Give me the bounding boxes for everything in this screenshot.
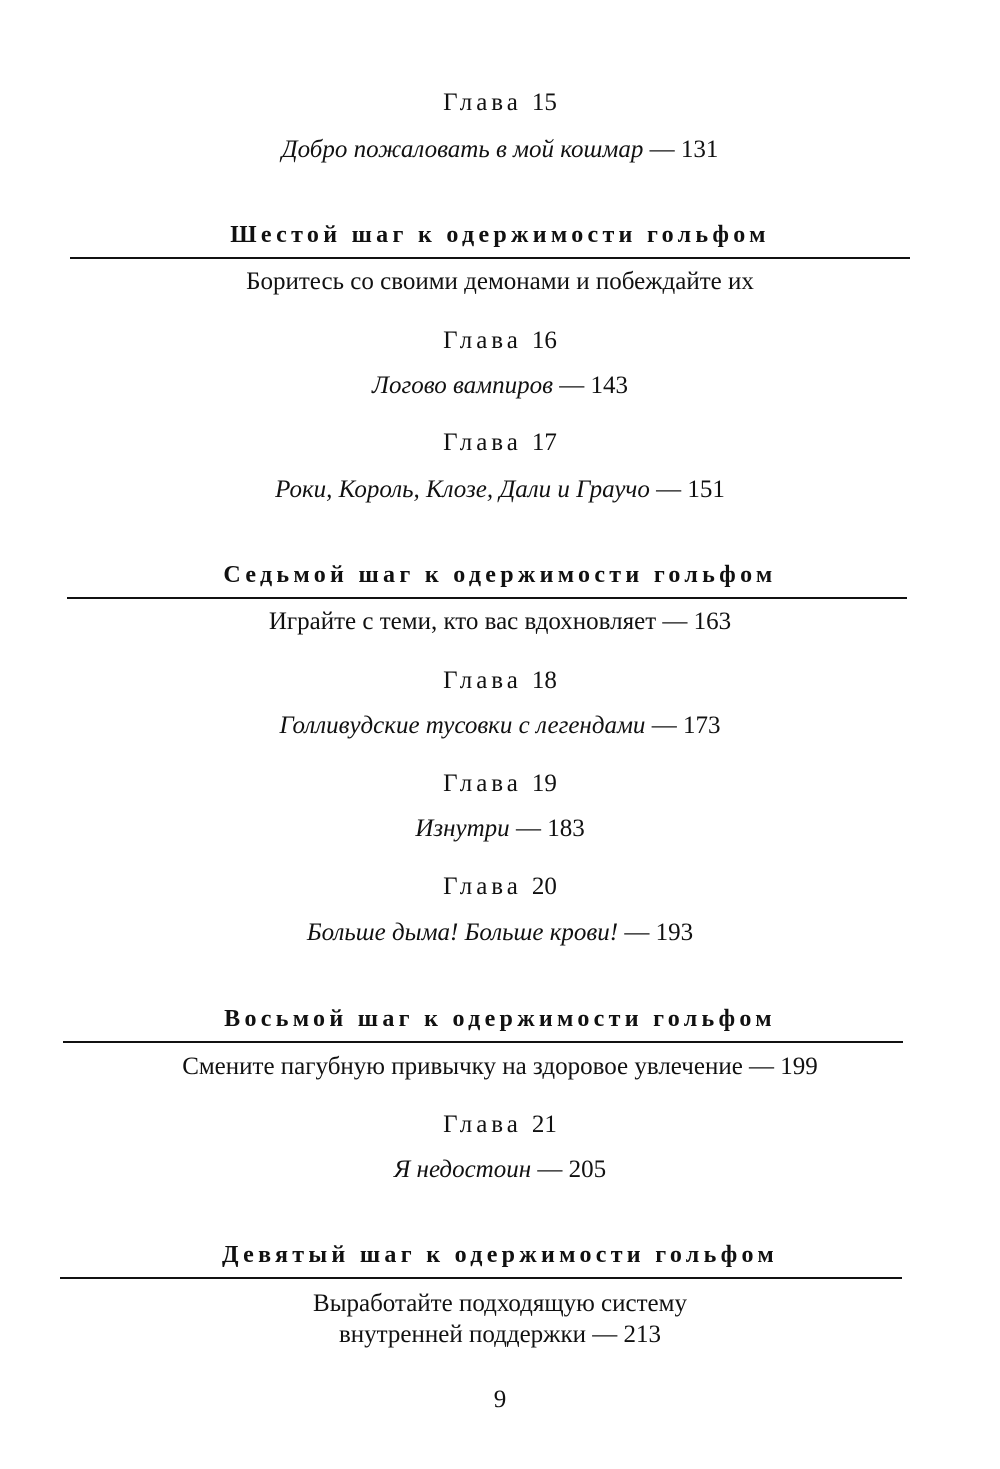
chapter-label: Глава [443, 770, 522, 797]
chapter-title-text: Добро пожаловать в мой кошмар [281, 136, 644, 163]
dash: — [643, 136, 681, 163]
page-number: 9 [493, 1386, 507, 1413]
dash: — [649, 476, 688, 503]
chapter-title-17 [0, 474, 1000, 506]
chapter-title-15 [0, 134, 1000, 166]
step-heading-8: Восьмой шаг к одержимости гольфом [224, 1006, 776, 1032]
step-subtitle-8: Смените пагубную привычку на здоровое увлечение — 199 [182, 1053, 818, 1080]
step-heading-6: Шестой шаг к одержимости гольфом [230, 222, 770, 248]
page-ref: 183 [547, 815, 585, 842]
page-ref: 173 [682, 712, 721, 739]
dash: — [618, 919, 656, 946]
step-heading-7: Седьмой шаг к одержимости гольфом [223, 562, 777, 588]
chapter-number: 19 [531, 770, 557, 797]
chapter-heading-16 [0, 325, 1000, 357]
chapter-title-text: Голливудские тусовки с легендами [279, 712, 646, 739]
chapter-label: Глава [443, 873, 522, 900]
step-subtitle-6: Боритесь со своими демонами и побеждайте их [246, 268, 754, 295]
chapter-number: 20 [531, 873, 557, 900]
page-ref: 151 [687, 476, 725, 503]
chapter-heading-18 [0, 665, 1000, 697]
chapter-number: 15 [531, 89, 557, 116]
chapter-number: 17 [531, 429, 557, 456]
chapter-title-text: Логово вампиров [372, 372, 553, 399]
chapter-heading-15 [0, 87, 1000, 119]
chapter-heading-20 [0, 871, 1000, 903]
chapter-title-text: Больше дыма! Больше крови! [306, 919, 619, 946]
page-ref: 193 [655, 919, 694, 946]
chapter-label: Глава [443, 1111, 522, 1138]
chapter-title-21 [0, 1154, 1000, 1186]
dash: — [645, 712, 683, 739]
page-ref: 143 [590, 372, 628, 399]
step-subtitle-9-line2: внутренней поддержки — 213 [339, 1321, 661, 1348]
chapter-heading-17 [0, 427, 1000, 459]
dash: — [552, 372, 591, 399]
chapter-title-text: Роки, Король, Клозе, Дали и Граучо [275, 476, 650, 503]
chapter-number: 16 [531, 327, 557, 354]
dash: — [509, 815, 548, 842]
chapter-title-text: Я недостоин [393, 1156, 532, 1183]
chapter-heading-21 [0, 1109, 1000, 1141]
section-divider [70, 257, 910, 259]
chapter-title-19 [0, 813, 1000, 845]
chapter-number: 18 [531, 667, 557, 694]
chapter-title-16 [0, 370, 1000, 402]
chapter-label: Глава [443, 327, 522, 354]
section-divider [60, 1277, 902, 1279]
chapter-number: 21 [531, 1111, 557, 1138]
chapter-label: Глава [443, 429, 522, 456]
dash: — [531, 1156, 569, 1183]
page-ref: 205 [568, 1156, 607, 1183]
chapter-heading-19 [0, 768, 1000, 800]
page-ref: 131 [680, 136, 719, 163]
section-divider [67, 597, 907, 599]
chapter-title-text: Изнутри [415, 815, 510, 842]
step-subtitle-9-line1: Выработайте подходящую систему [313, 1290, 687, 1317]
section-divider [63, 1041, 903, 1043]
chapter-label: Глава [443, 89, 522, 116]
step-heading-9: Девятый шаг к одержимости гольфом [222, 1242, 778, 1268]
step-subtitle-7: Играйте с теми, кто вас вдохновляет — 163 [268, 608, 732, 635]
chapter-title-18 [0, 710, 1000, 742]
chapter-label: Глава [443, 667, 522, 694]
chapter-title-20 [0, 917, 1000, 949]
